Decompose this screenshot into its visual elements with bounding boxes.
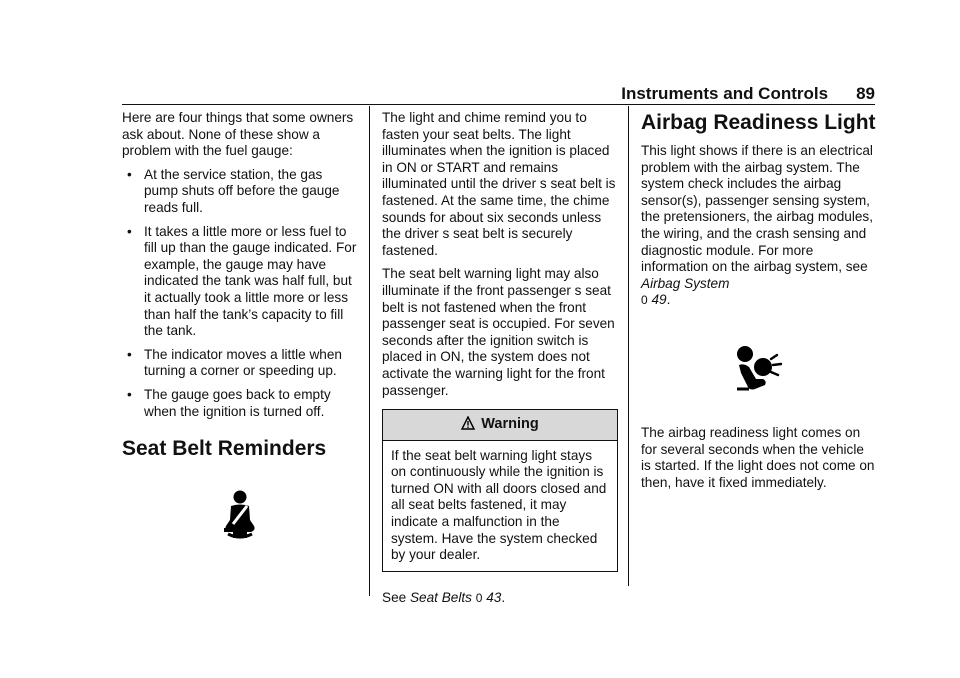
list-item: • The indicator moves a little when turning a corner or speeding up. — [122, 347, 358, 380]
page-number: 89 — [856, 84, 875, 103]
column-divider-left — [369, 106, 370, 596]
page-ref-number[interactable]: 49 — [651, 292, 667, 308]
column-2 — [382, 110, 618, 613]
seatbelt-paragraph-2: The seat belt warning light may also illuminate if the front passenger s seat belt is not fastened when the front passenger seat is occupied. For seven seconds after the ignition switch is placed in ON, the system does not activate the warning light for the front passenger. — [382, 266, 615, 398]
list-item: • At the service station, the gas pump shuts off before the gauge reads full. — [122, 167, 358, 217]
list-item: • The gauge goes back to empty when the ignition is turned off. — [122, 387, 358, 420]
page-ref-arrow: 0 — [475, 590, 483, 605]
header-rule — [122, 104, 875, 105]
sentence-end: . — [666, 292, 671, 308]
airbag-paragraph-1 — [641, 143, 877, 309]
airbag-paragraph-2: The airbag readiness light comes on for several seconds when the vehicle is started. If the light does not come on then, have it fixed immediately. — [641, 424, 875, 490]
column-1 — [122, 110, 358, 540]
seat-belt-reminders-heading: Seat Belt Reminders — [122, 437, 327, 461]
warning-triangle-icon — [461, 416, 475, 430]
page-header — [0, 82, 875, 106]
list-item: • It takes a little more or less fuel to fill up than the gauge indicated. For example, the gauge may have indicated the tank was half full, but it actually took a little more or less than half the tank’s capacity to fill the tank. — [122, 224, 358, 340]
sentence-end: . — [501, 589, 506, 605]
airbag-readiness-heading: Airbag Readiness Light — [641, 111, 876, 134]
page-ref-arrow: 0 — [641, 293, 648, 308]
fuel-gauge-intro: Here are four things that some owners ask about. None of these show a problem with the fuel gauge: — [122, 110, 354, 159]
section-title: Instruments and Controls — [621, 84, 829, 103]
see-reference — [382, 590, 618, 607]
fuel-gauge-list — [122, 167, 358, 420]
airbag-paragraph-1-text: This light shows if there is an electrical problem with the airbag system. The system check includes the airbag sensor(s), passenger sensing system, the pretensioners, the airbag modules, the wiring, and the crash sensing and diagnostic module. For more information on the airbag system, see — [641, 143, 873, 275]
airbag-readiness-icon — [733, 345, 785, 393]
warning-title: Warning — [481, 416, 539, 433]
see-prefix: See — [382, 589, 407, 605]
column-3 — [641, 110, 877, 498]
column-divider-right — [628, 106, 629, 586]
page-ref-number[interactable]: 43 — [486, 589, 502, 605]
seat-belts-link[interactable]: Seat Belts — [409, 589, 472, 605]
warning-header — [383, 410, 617, 441]
warning-box — [382, 409, 618, 572]
airbag-system-link[interactable]: Airbag System — [641, 275, 730, 291]
seatbelt-paragraph-1: The light and chime remind you to fasten your seat belts. The light illuminates when the ignition is placed in ON or START and remains illuminated until the driver s seat belt is fastened. At the same time, the chime sounds for about six seconds unless the driver s seat belt is securely fastened. — [382, 110, 616, 258]
warning-text: If the seat belt warning light stays on continuously while the ignition is turned ON with all doors closed and all seat belts fastened, it may indicate a malfunction in the system. Have the system checked by your dealer. — [391, 447, 607, 563]
seatbelt-reminder-icon — [218, 490, 262, 540]
